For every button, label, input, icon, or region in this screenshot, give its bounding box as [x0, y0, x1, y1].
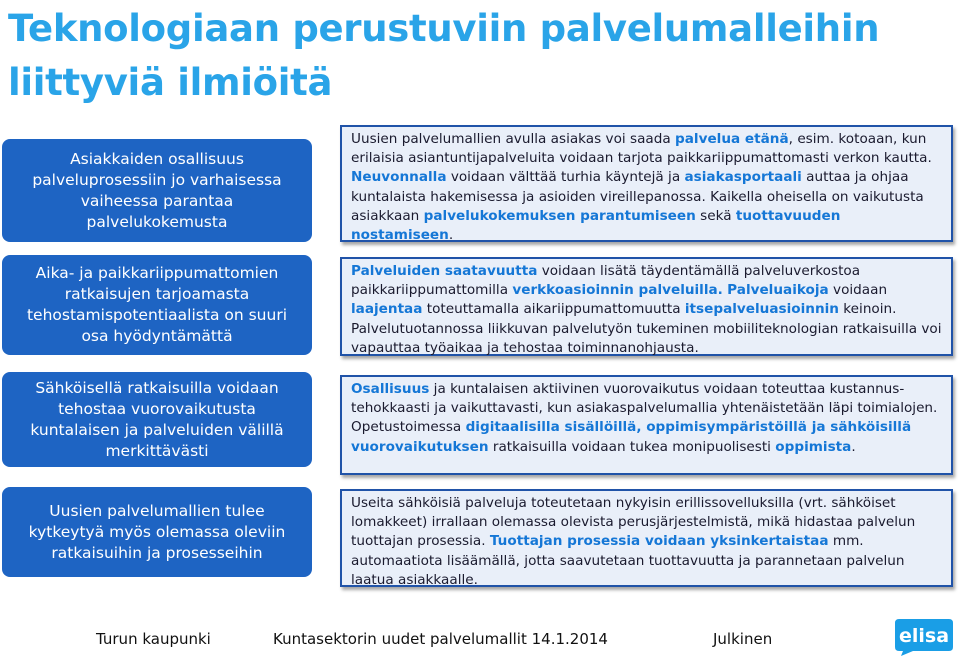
body-text: , esim. kotoaan, kun erilaisia asiantuntijapalveluita voidaan tarjota paikkariippumattomasti verkon kautta. [351, 131, 932, 167]
right-box-availability [340, 257, 953, 356]
left-box-text: Aika- ja paikkariippumattomien ratkaisujen tarjoamasta tehostamispotentiaalista on suuri osa hyödyntämättä [26, 264, 288, 345]
highlighted-phrase: digitaalisilla sisällöillä, oppimisympäristöillä ja sähköisillä vuorovaikutuksen [351, 419, 912, 455]
body-text: voidaan lisätä täydentämällä palveluverkostoa paikkariippumattomilla [351, 263, 861, 299]
footer-organization: Turun kaupunki [96, 630, 211, 648]
page-title: Teknologiaan perustuviin palvelumalleihin liittyviä ilmiöitä [8, 7, 880, 104]
left-box-location-independence [2, 255, 312, 355]
left-box-integration [2, 487, 312, 577]
logo-text: elisa [898, 625, 950, 647]
body-text: voidaan välttää turhia käyntejä ja [446, 169, 685, 186]
highlighted-phrase: itsepalveluasioinnin [684, 301, 839, 318]
body-text: voidaan [828, 282, 888, 299]
left-box-participation [2, 139, 312, 242]
elisa-logo [893, 617, 955, 657]
footer-presentation-title: Kuntasektorin uudet palvelumallit 14.1.2014 [273, 630, 608, 648]
highlighted-phrase: laajentaa [351, 301, 423, 318]
highlighted-phrase: Tuottajan prosessia voidaan yksinkertaistaa [489, 533, 829, 550]
body-text: keinoin. Palvelutuotannossa liikkuvan palvelutyön tukeminen mobiiliteknologian ratkaisuilla voi vapauttaa työaikaa ja tehostaa toiminnanohjausta. [351, 301, 942, 356]
body-text: auttaa ja ohjaa kuntalaista hakemisessa ja asioiden vireillepanossa. Kaikella oheisella on vaikutusta asiakkaan [351, 169, 924, 224]
body-text: . [851, 438, 856, 455]
body-text: toteuttamalla aikariippumattomuutta [422, 301, 685, 318]
highlighted-phrase: Palveluiden saatavuutta [351, 263, 538, 279]
left-box-text: Sähköisellä ratkaisuilla voidaan tehostaa vuorovaikutusta kuntalaisen ja palveluiden välillä merkittävästi [30, 378, 284, 460]
left-box-digital-interaction [2, 372, 312, 467]
body-text: mm. automaatiota lisäämällä, jotta saavutetaan tuottavuutta ja parannetaan palvelun laatua asiakkaalle. [351, 533, 905, 588]
right-box-participation [340, 375, 953, 475]
highlighted-phrase: oppimista [775, 438, 852, 455]
highlighted-phrase: palvelukokemuksen parantumiseen [423, 207, 696, 224]
body-text: sekä [695, 207, 736, 224]
highlighted-phrase: palvelua etänä [675, 131, 789, 147]
highlighted-phrase: asiakasportaali [684, 169, 802, 186]
body-text: Uusien palvelumallien avulla asiakas voi saada [351, 131, 676, 147]
body-text: Useita sähköisiä palveluja toteutetaan nykyisin erillissovelluksilla (vrt. sähköiset lomakkeet) irrallaan olemassa olevista perusjärjestelmistä, mikä hidastaa palvelun tuottajan prosessia. [351, 495, 916, 550]
right-box-producer-process [340, 489, 953, 587]
body-text: ratkaisuilla voidaan tukea monipuolisesti [488, 438, 776, 455]
highlighted-phrase: Palveluaikoja [727, 282, 829, 299]
highlighted-phrase: Osallisuus [351, 381, 430, 397]
footer-classification: Julkinen [713, 630, 773, 648]
left-box-text: Uusien palvelumallien tulee kytkeytyä myös olemassa oleviin ratkaisuihin ja prosesseihin [28, 501, 286, 562]
highlighted-phrase: verkkoasioinnin palveluilla. [512, 282, 723, 299]
left-box-text: Asiakkaiden osallisuus palveluprosessiin jo varhaisessa vaiheessa parantaa palvelukokemusta [32, 149, 282, 231]
body-text: ja kuntalaisen aktiivinen vuorovaikutus voidaan toteuttaa kustannus-tehokkaasti ja vaikuttavasti, kun asiakaspalvelumallia yhtenäistetään läpi toimialojen. Opetustoimessa [351, 381, 938, 436]
right-box-remote-services [340, 125, 953, 242]
highlighted-phrase: tuottavuuden nostamiseen [351, 207, 841, 244]
highlighted-phrase: Neuvonnalla [351, 169, 447, 186]
body-text: . [448, 227, 454, 244]
